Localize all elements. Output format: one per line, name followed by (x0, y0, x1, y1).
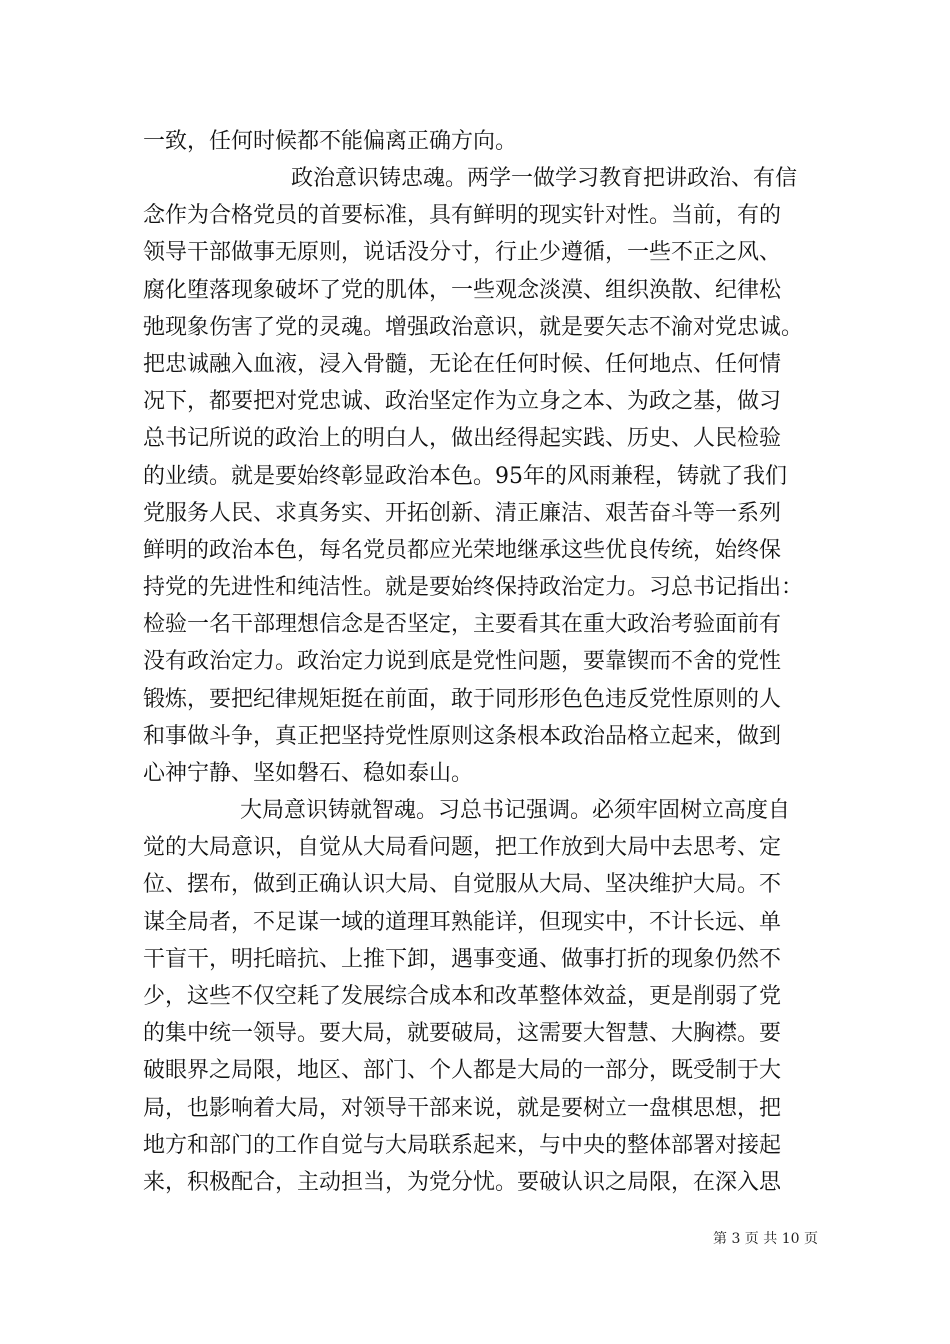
text-line: 政治意识铸忠魂。两学一做学习教育把讲政治、有信 (291, 166, 798, 191)
text-line: 锻炼，要把纪律规矩挺在前面，敢于同形形色色违反党性原则的人 (143, 686, 782, 712)
text-line: 位、摆布，做到正确认识大局、自觉服从大局、坚决维护大局。不 (143, 872, 782, 898)
text-line: 觉的大局意识，自觉从大局看问题，把工作放到大局中去思考、定 (143, 835, 782, 861)
text-line: 一致，任何时候都不能偏离正确方向。 (143, 129, 518, 154)
text-line: 鲜明的政治本色，每名党员都应光荣地继承这些优良传统，始终保 (143, 537, 782, 563)
text-line: 破眼界之局限，地区、部门、个人都是大局的一部分，既受制于大 (143, 1058, 782, 1084)
text-line: 弛现象伤害了党的灵魂。增强政治意识，就是要矢志不渝对党忠诚。 (143, 314, 804, 340)
text-line: 地方和部门的工作自觉与大局联系起来，与中央的整体部署对接起 (143, 1132, 782, 1158)
text-line: 的业绩。就是要始终彰显政治本色。95年的风雨兼程，铸就了我们 (143, 463, 787, 489)
text-line: 干盲干，明托暗抗、上推下卸，遇事变通、做事打折的现象仍然不 (143, 946, 782, 972)
body-text-top (143, 123, 811, 160)
text-line: 况下，都要把对党忠诚、政治坚定作为立身之本、为政之基，做习 (143, 389, 782, 415)
text-line: 心神宁静、坚如磐石、稳如泰山。 (143, 761, 474, 786)
text-line: 腐化堕落现象破坏了党的肌体，一些观念淡漠、组织涣散、纪律松 (143, 277, 782, 303)
text-line: 念作为合格党员的首要标准，具有鲜明的现实针对性。当前，有的 (143, 203, 782, 229)
text-line: 局，也影响着大局，对领导干部来说，就是要树立一盘棋思想，把 (143, 1095, 782, 1121)
text-line: 领导干部做事无原则，说话没分寸，行止少遵循，一些不正之风、 (143, 240, 782, 266)
text-line: 少，这些不仅空耗了发展综合成本和改革整体效益，更是削弱了党 (143, 983, 782, 1009)
paragraph-political-awareness (143, 160, 811, 792)
text-line: 谋全局者，不足谋一域的道理耳熟能详，但现实中，不计长远、单 (143, 909, 782, 935)
text-line: 和事做斗争，真正把坚持党性原则这条根本政治品格立起来，做到 (143, 723, 782, 749)
text-line: 党服务人民、求真务实、开拓创新、清正廉洁、艰苦奋斗等一系列 (143, 500, 782, 526)
text-line: 大局意识铸就智魂。习总书记强调。必须牢固树立高度自 (240, 798, 791, 823)
text-line: 的集中统一领导。要大局，就要破局，这需要大智慧、大胸襟。要 (143, 1021, 782, 1047)
text-line: 检验一名干部理想信念是否坚定，主要看其在重大政治考验面前有 (143, 612, 782, 638)
text-line: 来，积极配合，主动担当，为党分忧。要破认识之局限，在深入思 (143, 1169, 782, 1195)
text-line: 没有政治定力。政治定力说到底是党性问题，要靠锲而不舍的党性 (143, 649, 782, 675)
text-line: 持党的先进性和纯洁性。就是要始终保持政治定力。习总书记指出： (143, 575, 804, 601)
paragraph-overall-awareness (143, 792, 811, 1201)
text-line: 把忠诚融入血液，浸入骨髓，无论在任何时候、任何地点、任何情 (143, 351, 782, 377)
text-line: 总书记所说的政治上的明白人，做出经得起实践、历史、人民检验 (143, 426, 782, 452)
page-number-footer: 第 3 页 共 10 页 (713, 1231, 818, 1247)
